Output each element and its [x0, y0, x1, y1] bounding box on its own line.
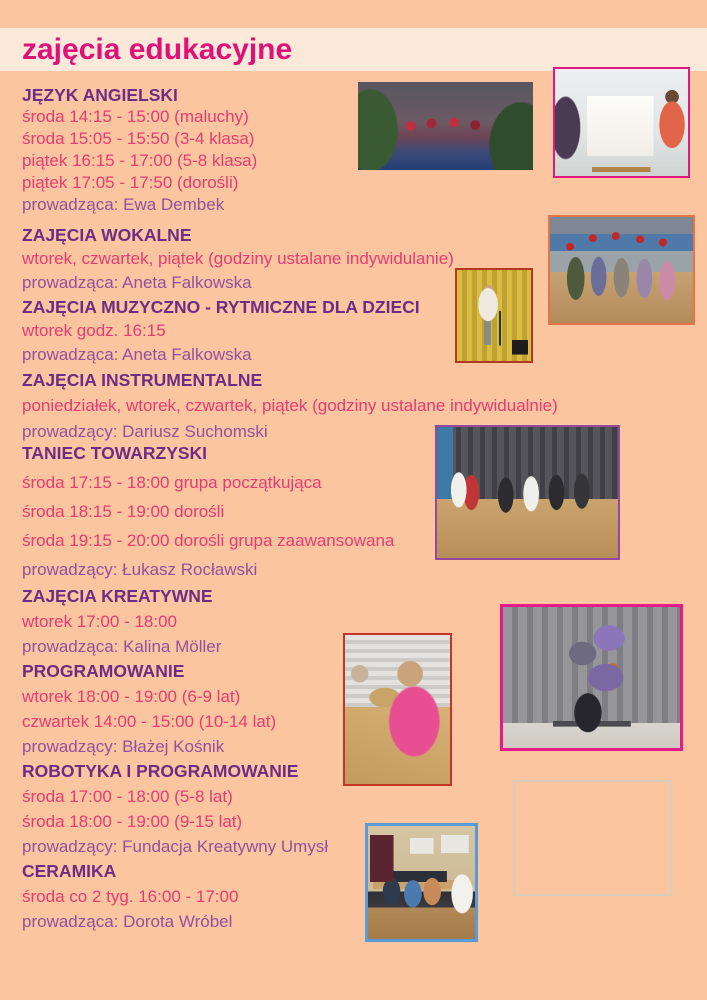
schedule-line: piątek 17:05 - 17:50 (dorośli) — [22, 173, 239, 192]
page-title: zajęcia edukacyjne — [22, 33, 293, 66]
instructor-line: prowadząca: Dorota Wróbel — [22, 912, 233, 931]
schedule-line: środa co 2 tyg. 16:00 - 17:00 — [22, 887, 239, 906]
schedule-line: środa 14:15 - 15:00 (maluchy) — [22, 107, 249, 126]
section-heading: TANIEC TOWARZYSKI — [22, 443, 208, 463]
section-block-creative-tech — [22, 584, 328, 934]
instructor-line: prowadząca: Aneta Falkowska — [22, 273, 252, 292]
instructor-line: prowadzący: Błażej Kośnik — [22, 737, 225, 756]
section-heading: ZAJĘCIA WOKALNE — [22, 225, 192, 245]
schedule-line: środa 19:15 - 20:00 dorośli grupa zaawansowana — [22, 531, 395, 550]
whiteboard-lesson-photo — [553, 67, 690, 178]
schedule-line: poniedziałek, wtorek, czwartek, piątek (godziny ustalane indywidualnie) — [22, 396, 558, 415]
section-heading: ROBOTYKA I PROGRAMOWANIE — [22, 761, 299, 781]
instructor-line: prowadzący: Fundacja Kreatywny Umysł — [22, 837, 329, 856]
choir-concert-photo — [358, 82, 533, 170]
robotics-floor-photo — [513, 780, 672, 896]
title-band — [0, 28, 707, 71]
schedule-line: środa 17:15 - 18:00 grupa początkująca — [22, 473, 322, 492]
schedule-line: środa 17:00 - 18:00 (5-8 lat) — [22, 787, 233, 806]
theatre-group-photo — [500, 604, 683, 751]
schedule-line: czwartek 14:00 - 15:00 (10-14 lat) — [22, 712, 277, 731]
schedule-line: piątek 16:15 - 17:00 (5-8 klasa) — [22, 151, 258, 170]
computer-class-photo — [365, 823, 478, 942]
schedule-line: wtorek, czwartek, piątek (godziny ustalane indywidulanie) — [22, 249, 454, 268]
section-block-english — [22, 84, 257, 216]
schedule-line: środa 18:00 - 19:00 (9-15 lat) — [22, 812, 243, 831]
section-block-vocal-music — [22, 223, 454, 367]
section-block-dance — [22, 439, 394, 584]
instructor-line: prowadząca: Ewa Dembek — [22, 195, 225, 214]
instructor-line: prowadząca: Aneta Falkowska — [22, 345, 252, 364]
section-heading: CERAMIKA — [22, 861, 117, 881]
trumpet-stage-photo — [455, 268, 533, 363]
instructor-line: prowadząca: Kalina Möller — [22, 637, 222, 656]
kids-hearts-photo — [548, 215, 695, 325]
section-heading: ZAJĘCIA INSTRUMENTALNE — [22, 370, 263, 390]
schedule-line: środa 18:15 - 19:00 dorośli — [22, 502, 225, 521]
schedule-line: wtorek godz. 16:15 — [22, 321, 166, 340]
section-heading: PROGRAMOWANIE — [22, 661, 185, 681]
schedule-line: środa 15:05 - 15:50 (3-4 klasa) — [22, 129, 255, 148]
section-heading: JĘZYK ANGIELSKI — [22, 85, 178, 105]
section-heading: ZAJĘCIA KREATYWNE — [22, 586, 213, 606]
crafts-girl-photo — [343, 633, 452, 786]
schedule-line: wtorek 18:00 - 19:00 (6-9 lat) — [22, 687, 241, 706]
section-heading: ZAJĘCIA MUZYCZNO - RYTMICZNE DLA DZIECI — [22, 297, 420, 317]
instructor-line: prowadzący: Łukasz Rocławski — [22, 560, 258, 579]
ballroom-dancing-photo — [435, 425, 620, 560]
instructor-line: prowadzący: Dariusz Suchomski — [22, 422, 268, 441]
schedule-line: wtorek 17:00 - 18:00 — [22, 612, 177, 631]
